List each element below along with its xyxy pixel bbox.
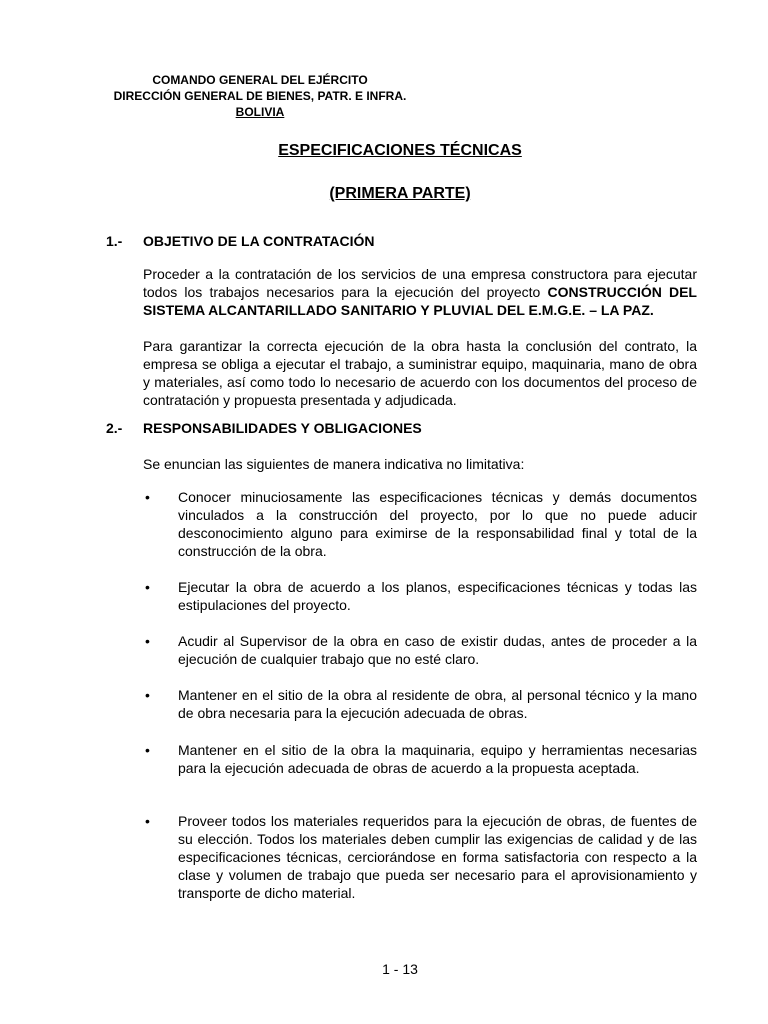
section-2-intro: Se enuncian las siguientes de manera indicativa no limitativa: [143, 456, 525, 472]
bullet-icon: • [145, 813, 150, 829]
section-1-number: 1.- [106, 233, 123, 249]
header-country: BOLIVIA [235, 105, 285, 119]
document-subtitle: (PRIMERA PARTE) [329, 185, 471, 202]
document-header [100, 72, 420, 120]
header-institution: COMANDO GENERAL DEL EJÉRCITO [152, 73, 368, 87]
list-item: Conocer minuciosamente las especificaciones técnicas y demás documentos vinculados a la construcción del proyecto, por lo que no puede aducir desconocimiento alguno para eximirse de la responsabilidad final y total de la construcción de la obra. [178, 489, 697, 559]
list-item: Proveer todos los materiales requeridos para la ejecución de obras, de fuentes de su elección. Todos los materiales deben cumplir las exigencias de calidad y de las especificaciones técnicas, cerciorándose en forma satisfactoria con respecto a la clase y volumen de trabajo que pueda ser necesario para el aprovisionamiento y transporte de dicho material. [178, 813, 697, 901]
bullet-icon: • [145, 742, 150, 758]
bullet-icon: • [145, 489, 150, 505]
list-item: Ejecutar la obra de acuerdo a los planos, especificaciones técnicas y todas las estipulaciones del proyecto. [178, 579, 697, 613]
list-item: Mantener en el sitio de la obra al residente de obra, al personal técnico y la mano de obra necesaria para la ejecución adecuada de obras. [178, 687, 697, 721]
section-2-number: 2.- [106, 420, 123, 436]
list-item: Acudir al Supervisor de la obra en caso de existir dudas, antes de proceder a la ejecución de cualquier trabajo que no esté claro. [178, 633, 697, 667]
bullet-icon: • [145, 687, 150, 703]
section-1-title: OBJETIVO DE LA CONTRATACIÓN [143, 233, 375, 249]
section-1-paragraph-2: Para garantizar la correcta ejecución de la obra hasta la conclusión del contrato, la empresa se obliga a ejecutar el trabajo, a suministrar equipo, maquinaria, mano de obra y materiales, así como todo lo necesario de acuerdo con los documentos del proceso de contratación y propuesta presentada y adjudicada. [143, 338, 697, 408]
header-directorate: DIRECCIÓN GENERAL DE BIENES, PATR. E INFRA. [113, 89, 407, 103]
section-1-intro-text: Proceder a la contratación de los servicios de una empresa constructora para ejecutar todos los trabajos necesarios para la ejecución del proyecto [143, 266, 697, 300]
document-title: ESPECIFICACIONES TÉCNICAS [278, 142, 522, 159]
bullet-icon: • [145, 633, 150, 649]
page-number: 1 - 13 [382, 961, 418, 977]
section-2-title: RESPONSABILIDADES Y OBLIGACIONES [143, 420, 422, 436]
section-1-project-name: CONSTRUCCIÓN DEL SISTEMA ALCANTARILLADO SANITARIO Y PLUVIAL DEL E.M.G.E. – LA PAZ. [143, 284, 697, 318]
bullet-icon: • [145, 579, 150, 595]
section-1-paragraph-1 [143, 265, 697, 319]
list-item: Mantener en el sitio de la obra la maquinaria, equipo y herramientas necesarias para la ejecución adecuada de obras de acuerdo a la propuesta aceptada. [178, 742, 697, 776]
